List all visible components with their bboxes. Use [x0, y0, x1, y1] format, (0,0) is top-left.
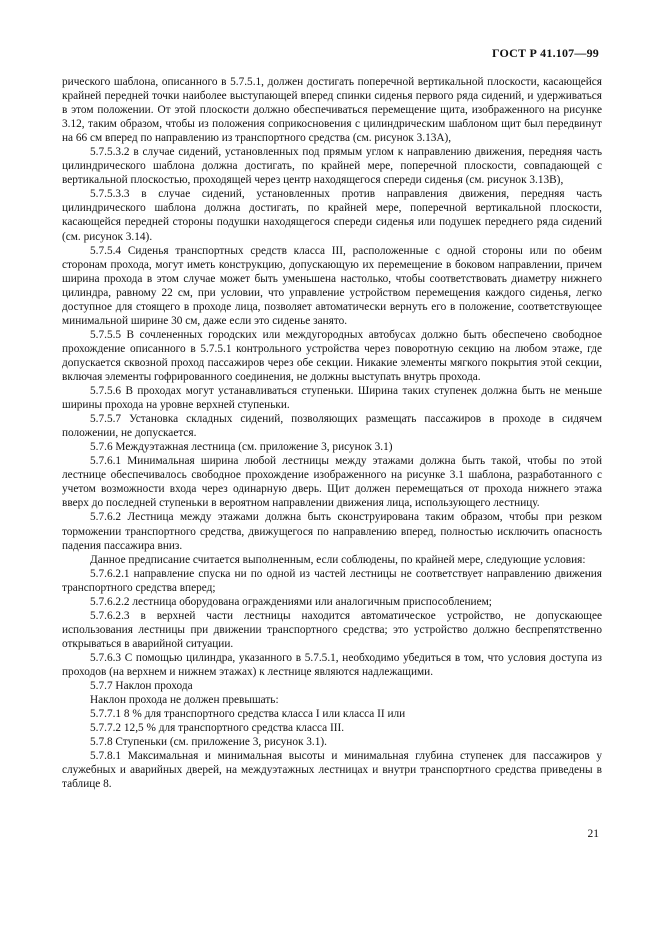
paragraph: 5.7.5.3.3 в случае сидений, установленных против направления движения, передняя часть цилиндрического шаблона должна достигать, по крайней мере, поперечной вертикальной плоскости, касающейся передней стороны подушки находящегося спереди сиденья или подушек переднего ряда сидений (см. рисунок 3.14). [62, 188, 602, 243]
paragraph: 5.7.5.3.2 в случае сидений, установленных под прямым углом к направлению движения, передняя часть цилиндрического шаблона должна достигать, по крайней мере, поперечной плоскости, совпадающей с вертикальной плоскостью, проходящей через центр находящегося спереди сиденья (см. рисунок 3.13B), [62, 146, 602, 187]
document-body [62, 75, 602, 791]
paragraph: 5.7.5.4 Сиденья транспортных средств класса III, расположенные с одной стороны или по обеим сторонам прохода, могут иметь конструкцию, допускающую их перемещение в боковом направлении, причем ширина прохода в этом случае может быть уменьшена настолько, чтобы соответствовать диаметру нижнего цилиндра, равному 22 см, при условии, что управление устройством перемещения каждого сиденья, легко доступное для стоящего в проходе лица, позволяет автоматически вернуть его в положение, соответствующее минимальной ширине 30 см, даже если это сиденье занято. [62, 244, 602, 327]
paragraph: 5.7.8.1 Максимальная и минимальная высоты и минимальная глубина ступенек для пассажиров у служебных и аварийных дверей, на междуэтажных лестницах и внутри транспортного средства приведены в таблице 8. [62, 750, 602, 791]
paragraph: 5.7.6.2 Лестница между этажами должна быть сконструирована таким образом, чтобы при резком торможении транспортного средства, движущегося по направлению вперед, полностью исключить опасность падения пассажира вниз. [62, 511, 602, 552]
document-header: ГОСТ Р 41.107—99 [491, 46, 599, 60]
paragraph: 5.7.6.2.3 в верхней части лестницы находится автоматическое устройство, не допускающее использования лестницы при движении транспортного средства; это устройство должно беспрепятственно открываться в аварийной ситуации. [62, 609, 602, 650]
section-heading: 5.7.6 Междуэтажная лестница (см. приложение 3, рисунок 3.1) [90, 441, 393, 454]
paragraph: Данное предписание считается выполненным, если соблюдены, по крайней мере, следующие условия: [90, 553, 586, 566]
paragraph: Наклон прохода не должен превышать: [90, 694, 279, 707]
paragraph: 5.7.6.1 Минимальная ширина любой лестницы между этажами должна быть такой, чтобы по этой лестнице обеспечивалось свободное прохождение изображенного на рисунке 3.1 шаблона, разработанного с учетом возможности входа через одинарную дверь. Щит должен перемещаться от прохода нижнего этажа вверх до последней ступеньки в вероятном направлении движения лица, использующего лестницу. [62, 455, 602, 510]
paragraph: рического шаблона, описанного в 5.7.5.1, должен достигать поперечной вертикальной плоскости, касающейся крайней передней точки наиболее выступающей вперед спинки сиденья первого ряда сидений, и удерживаться в этом положении. От этой плоскости должно обеспечиваться перемещение щита, изображенного на рисунке 3.12, таким образом, чтобы из положения соприкосновения с цилиндрическим шаблоном щит был передвинут на 66 см вперед по направлению из транспортного средства (см. рисунок 3.13A), [62, 76, 602, 145]
paragraph: 5.7.5.7 Установка складных сидений, позволяющих размещать пассажиров в проходе в сидячем положении, не допускается. [62, 413, 602, 440]
paragraph: 5.7.7.1 8 % для транспортного средства класса I или класса II или [90, 708, 406, 721]
paragraph: 5.7.5.5 В сочлененных городских или междугородных автобусах должно быть обеспечено свободное прохождение описанного в 5.7.5.1 контрольного устройства через поворотную секцию на любом этаже, где допускается сквозной проход пассажиров через обе секции. Никакие элементы мягкого покрытия этой секции, включая элементы гофрированного соединения, не должны выступать внутрь прохода. [62, 328, 602, 383]
paragraph: 5.7.7.2 12,5 % для транспортного средства класса III. [90, 722, 345, 735]
section-heading: 5.7.7 Наклон прохода [90, 680, 193, 693]
paragraph: 5.7.6.3 С помощью цилиндра, указанного в 5.7.5.1, необходимо убедиться в том, что условия доступа из проходов (на верхнем и нижнем этажах) к лестнице являются надлежащими. [62, 651, 602, 678]
page-number: 21 [587, 828, 599, 840]
section-heading: 5.7.8 Ступеньки (см. приложение 3, рисунок 3.1). [90, 736, 327, 749]
paragraph: 5.7.5.6 В проходах могут устанавливаться ступеньки. Ширина таких ступенек должна быть не меньше ширины прохода на уровне верхней ступеньки. [62, 385, 602, 412]
paragraph: 5.7.6.2.1 направление спуска ни по одной из частей лестницы не соответствует направлению движения транспортного средства вперед; [62, 567, 602, 594]
paragraph: 5.7.6.2.2 лестница оборудована ограждениями или аналогичным приспособлением; [90, 595, 492, 608]
